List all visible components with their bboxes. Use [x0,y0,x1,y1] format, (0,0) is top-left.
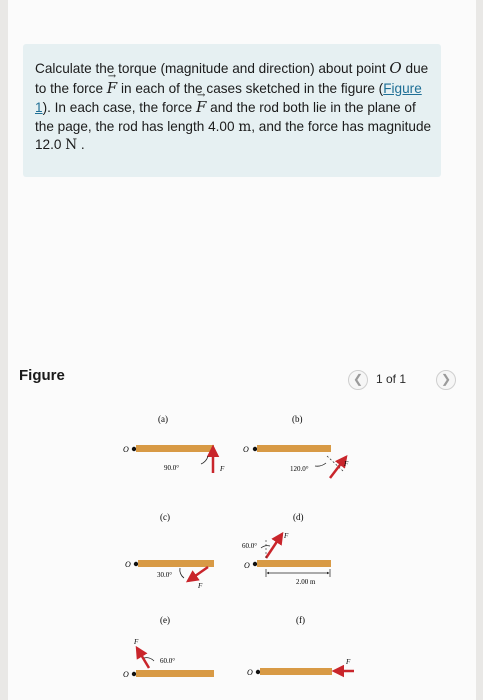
figure-link[interactable]: Figure 1 [35,80,422,115]
problem-text-4: ). In each case, the force [42,100,196,115]
point-o-symbol: O [389,59,402,77]
pivot-point [132,672,136,676]
case-d [242,512,331,586]
problem-statement-box [23,44,441,177]
pivot-label: O [123,445,129,454]
force-label: F [344,460,349,468]
rod [136,445,214,452]
problem-text-6: , and the force has magnitude 12.0 [35,118,432,152]
case-label-e: (e) [160,615,170,625]
distance-label: 2.00 m [296,578,316,586]
length-unit: m [238,118,252,135]
angle-arc [261,546,270,548]
angle-arc [315,463,326,466]
chevron-right-icon[interactable]: ❯ [436,370,456,390]
force-label: F [346,658,351,666]
force-vector-symbol: → F [196,98,206,117]
angle-arc [201,456,208,464]
problem-text-7: . [77,137,85,152]
angle-label: 60.0° [242,542,258,550]
pivot-label: O [243,445,249,454]
pivot-label: O [247,668,253,677]
case-label-f: (f) [296,615,305,625]
case-a [123,414,225,473]
rod [136,670,214,677]
angle-arc [180,568,184,578]
pivot-point [253,447,257,451]
pivot-point [134,562,138,566]
problem-page [8,0,476,700]
problem-statement [35,59,435,155]
angle-label: 60.0° [160,657,176,665]
force-label: F [198,582,203,590]
chevron-left-icon[interactable]: ❮ [348,370,368,390]
pivot-point [256,670,260,674]
force-arrow [188,567,208,581]
case-b [243,414,349,478]
torque-figure [8,400,476,700]
figure-heading: Figure [19,367,65,384]
pivot-label: O [123,670,129,679]
rod [257,445,331,452]
case-label-b: (b) [292,414,303,424]
problem-text-2: due to the force [35,61,429,96]
force-unit: N [65,137,78,153]
figure-page-count: 1 of 1 [376,372,407,386]
problem-text-1: Calculate the torque (magnitude and direction) about point [35,61,390,76]
pivot-label: O [244,561,250,570]
force-vector-symbol: → F [107,79,117,98]
angle-label: 30.0° [157,571,173,579]
rod [260,668,332,675]
angle-label: 120.0° [290,465,309,473]
angle-label: 90.0° [164,464,180,472]
case-label-d: (d) [293,512,304,522]
rod [138,560,214,567]
pivot-point [132,447,136,451]
problem-text-5: and the rod both lie in the plane of the page, the rod has length 4.00 [35,100,416,134]
force-label: F [220,465,225,473]
case-label-a: (a) [158,414,168,424]
case-e [123,615,214,679]
case-c [125,512,214,590]
pivot-point [253,562,257,566]
problem-text-3: in each of the cases sketched in the figure ( [117,80,384,96]
case-label-c: (c) [160,512,170,522]
force-label: F [284,532,289,540]
rod [257,560,331,567]
case-f [247,615,354,677]
force-label: F [134,638,139,646]
pivot-label: O [125,560,131,569]
